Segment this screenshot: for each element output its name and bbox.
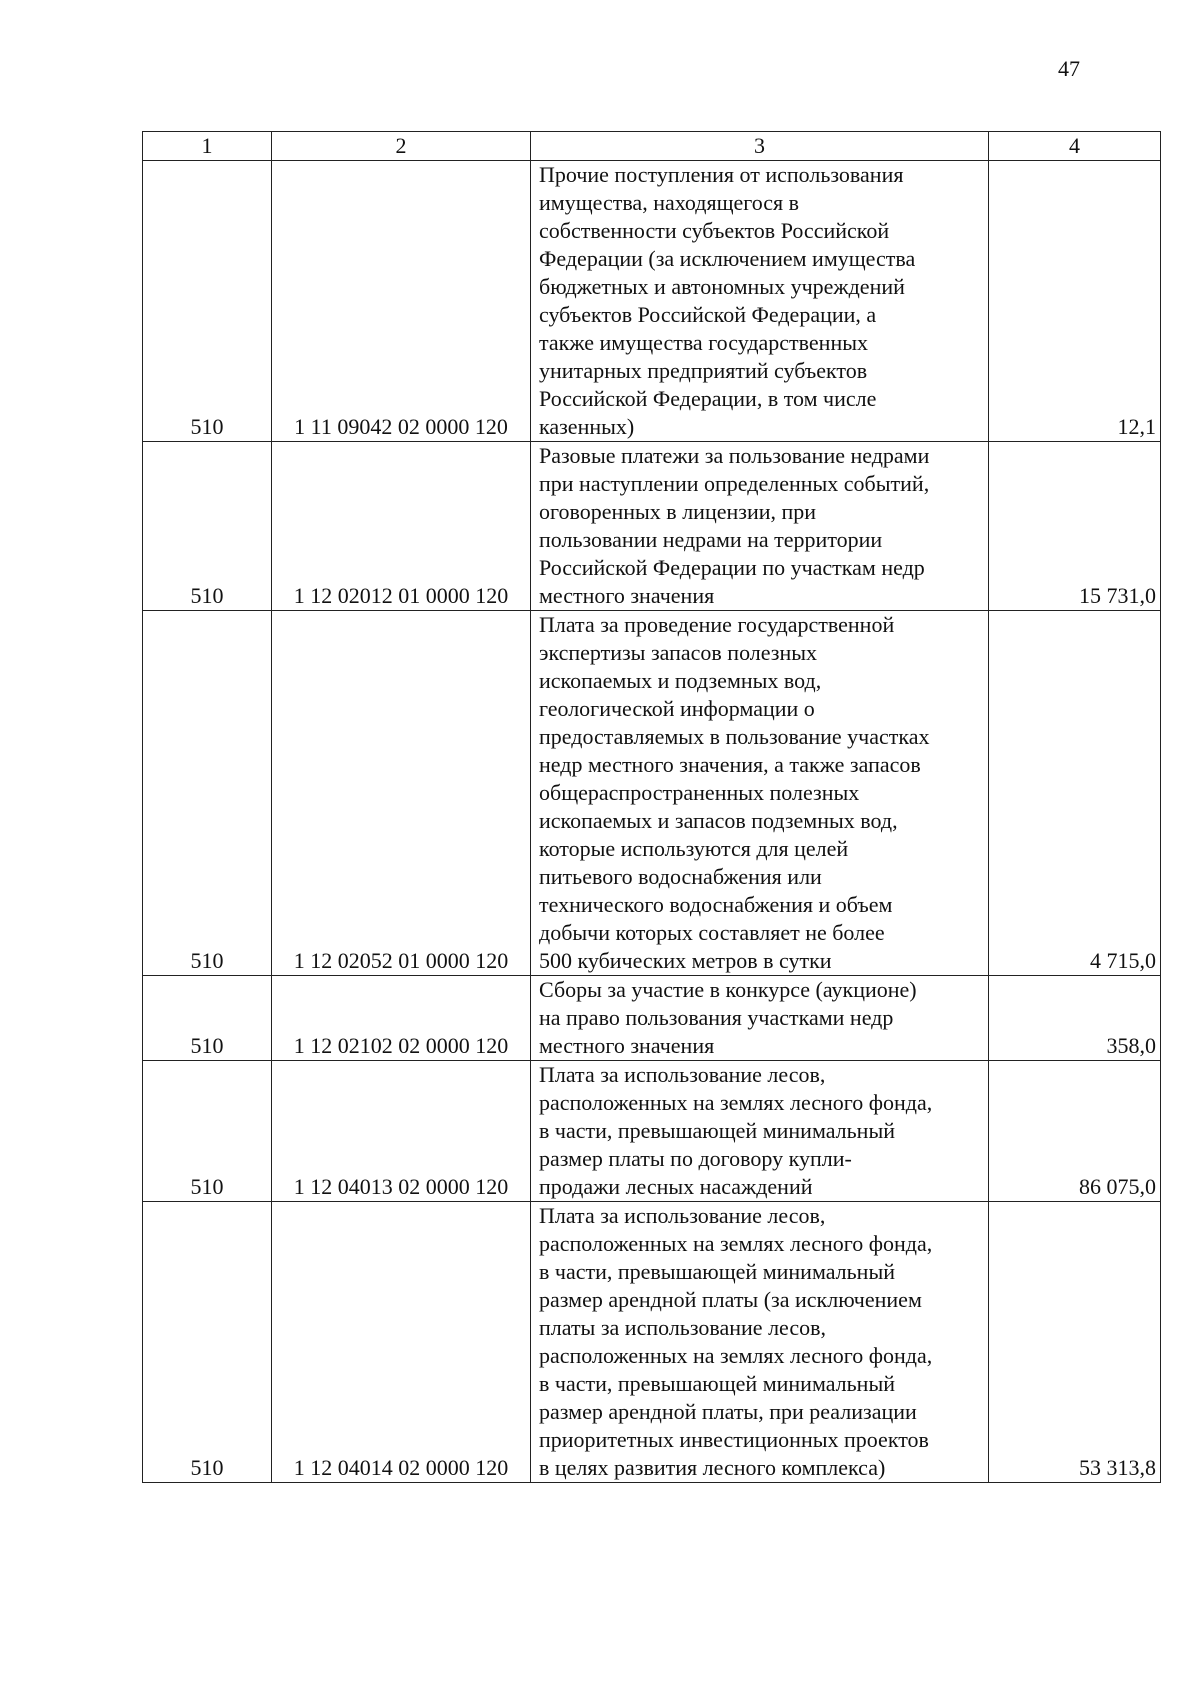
revenue-description-cell: [531, 442, 989, 611]
amount-cell: 4 715,0: [989, 611, 1161, 976]
header-cell-3: 3: [531, 132, 989, 161]
admin-code-cell: 510: [143, 976, 272, 1061]
budget-classification-code-cell: 1 12 02052 01 0000 120: [272, 611, 531, 976]
budget-revenue-table: [142, 131, 1161, 1483]
admin-code-cell: 510: [143, 442, 272, 611]
table-header-row: [143, 132, 1161, 161]
table-row: [143, 611, 1161, 976]
revenue-description-cell: [531, 1202, 989, 1483]
revenue-description-text: Прочие поступления от использования имущества, находящегося в собственности субъектов Российской Федерации (за исключением имущества бюджетных и автономных учреждений субъектов Российской Федерации, а также имущества государственных унитарных предприятий субъектов Российской Федерации, в том числе казенных): [539, 162, 916, 439]
admin-code-cell: 510: [143, 161, 272, 442]
admin-code-cell: 510: [143, 611, 272, 976]
amount-cell: 15 731,0: [989, 442, 1161, 611]
header-cell-1: 1: [143, 132, 272, 161]
budget-classification-code-cell: 1 12 02102 02 0000 120: [272, 976, 531, 1061]
budget-classification-code-cell: 1 12 02012 01 0000 120: [272, 442, 531, 611]
table-row: [143, 442, 1161, 611]
admin-code-cell: 510: [143, 1061, 272, 1202]
header-cell-2: 2: [272, 132, 531, 161]
amount-cell: 12,1: [989, 161, 1161, 442]
budget-classification-code-cell: 1 12 04013 02 0000 120: [272, 1061, 531, 1202]
budget-classification-code-cell: 1 11 09042 02 0000 120: [272, 161, 531, 442]
revenue-description-cell: [531, 611, 989, 976]
table-row: [143, 976, 1161, 1061]
table-row: [143, 161, 1161, 442]
header-cell-4: 4: [989, 132, 1161, 161]
revenue-description-cell: [531, 1061, 989, 1202]
page-number: 47: [1058, 56, 1080, 81]
revenue-description-cell: [531, 976, 989, 1061]
revenue-description-text: Плата за проведение государственной экспертизы запасов полезных ископаемых и подземных вод, геологической информации о предоставляемых в пользование участках недр местного значения, а также запасов общераспространенных полезных ископаемых и запасов подземных вод, которые используются для целей питьевого водоснабжения или технического водоснабжения и объем добычи которых составляет не более 500 кубических метров в сутки: [539, 612, 930, 973]
table-row: [143, 1202, 1161, 1483]
revenue-description-text: Сборы за участие в конкурсе (аукционе) на право пользования участками недр местного значения: [539, 977, 917, 1058]
budget-classification-code-cell: 1 12 04014 02 0000 120: [272, 1202, 531, 1483]
admin-code-cell: 510: [143, 1202, 272, 1483]
revenue-description-text: Разовые платежи за пользование недрами при наступлении определенных событий, оговоренных в лицензии, при пользовании недрами на территории Российской Федерации по участкам недр местного значения: [539, 443, 930, 608]
amount-cell: 53 313,8: [989, 1202, 1161, 1483]
revenue-description-text: Плата за использование лесов, расположенных на землях лесного фонда, в части, превышающей минимальный размер платы по договору купли- продажи лесных насаждений: [539, 1062, 933, 1199]
revenue-description-text: Плата за использование лесов, расположенных на землях лесного фонда, в части, превышающей минимальный размер арендной платы (за исключением платы за использование лесов, расположенных на землях лесного фонда, в части, превышающей минимальный размер арендной платы, при реализации приоритетных инвестиционных проектов в целях развития лесного комплекса): [539, 1203, 933, 1480]
revenue-description-cell: [531, 161, 989, 442]
amount-cell: 358,0: [989, 976, 1161, 1061]
table-row: [143, 1061, 1161, 1202]
amount-cell: 86 075,0: [989, 1061, 1161, 1202]
